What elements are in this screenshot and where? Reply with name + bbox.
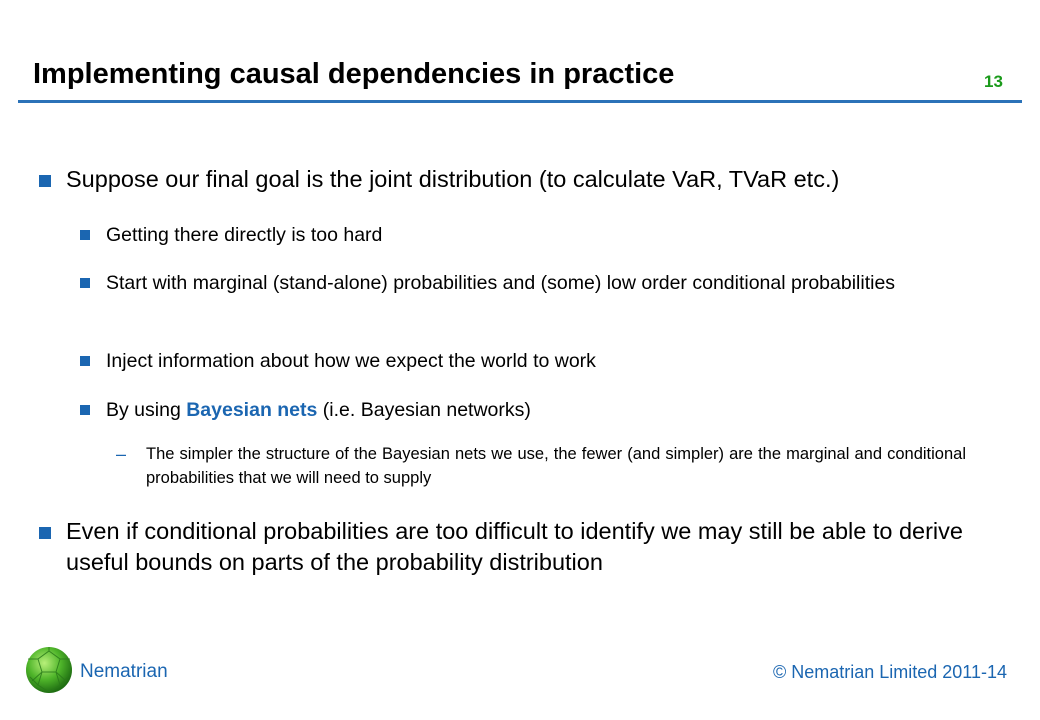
slide-number: 13 — [984, 72, 1003, 91]
bullet-square-icon — [39, 175, 51, 187]
bullet-level-3: The simpler the structure of the Bayesian nets we use, the fewer (and simpler) are the marginal and conditional probabilities that we will need to supply — [146, 445, 966, 487]
green-polyhedron-logo-icon — [24, 645, 74, 695]
bullet-level-2: Inject information about how we expect the world to work — [106, 350, 596, 372]
bullet-dash-icon: – — [116, 444, 127, 464]
bullet-text-suffix: (i.e. Bayesian networks) — [317, 399, 531, 421]
bayesian-nets-term: Bayesian nets — [186, 399, 318, 421]
bullet-level-2: Getting there directly is too hard — [106, 224, 383, 246]
bullet-square-icon — [80, 405, 90, 415]
bullet-level-1: Suppose our final goal is the joint distribution (to calculate VaR, TVaR etc.) — [66, 166, 840, 192]
bullet-level-2 — [106, 396, 986, 424]
bullet-level-1: Even if conditional probabilities are too difficult to identify we may still be able to derive useful bounds on parts of the probability distribution — [66, 518, 963, 575]
title-divider — [18, 100, 1022, 103]
slide-title: Implementing causal dependencies in practice — [33, 58, 675, 90]
bullet-square-icon — [80, 230, 90, 240]
bullet-square-icon — [80, 278, 90, 288]
footer-copyright: © Nematrian Limited 2011-14 — [772, 662, 1007, 682]
bullet-text-prefix: By using — [106, 399, 187, 421]
footer-brand: Nematrian — [80, 661, 168, 682]
bullet-level-2: Start with marginal (stand-alone) probabilities and (some) low order conditional probabilities — [106, 272, 896, 294]
bullet-square-icon — [80, 356, 90, 366]
bullet-square-icon — [39, 527, 51, 539]
